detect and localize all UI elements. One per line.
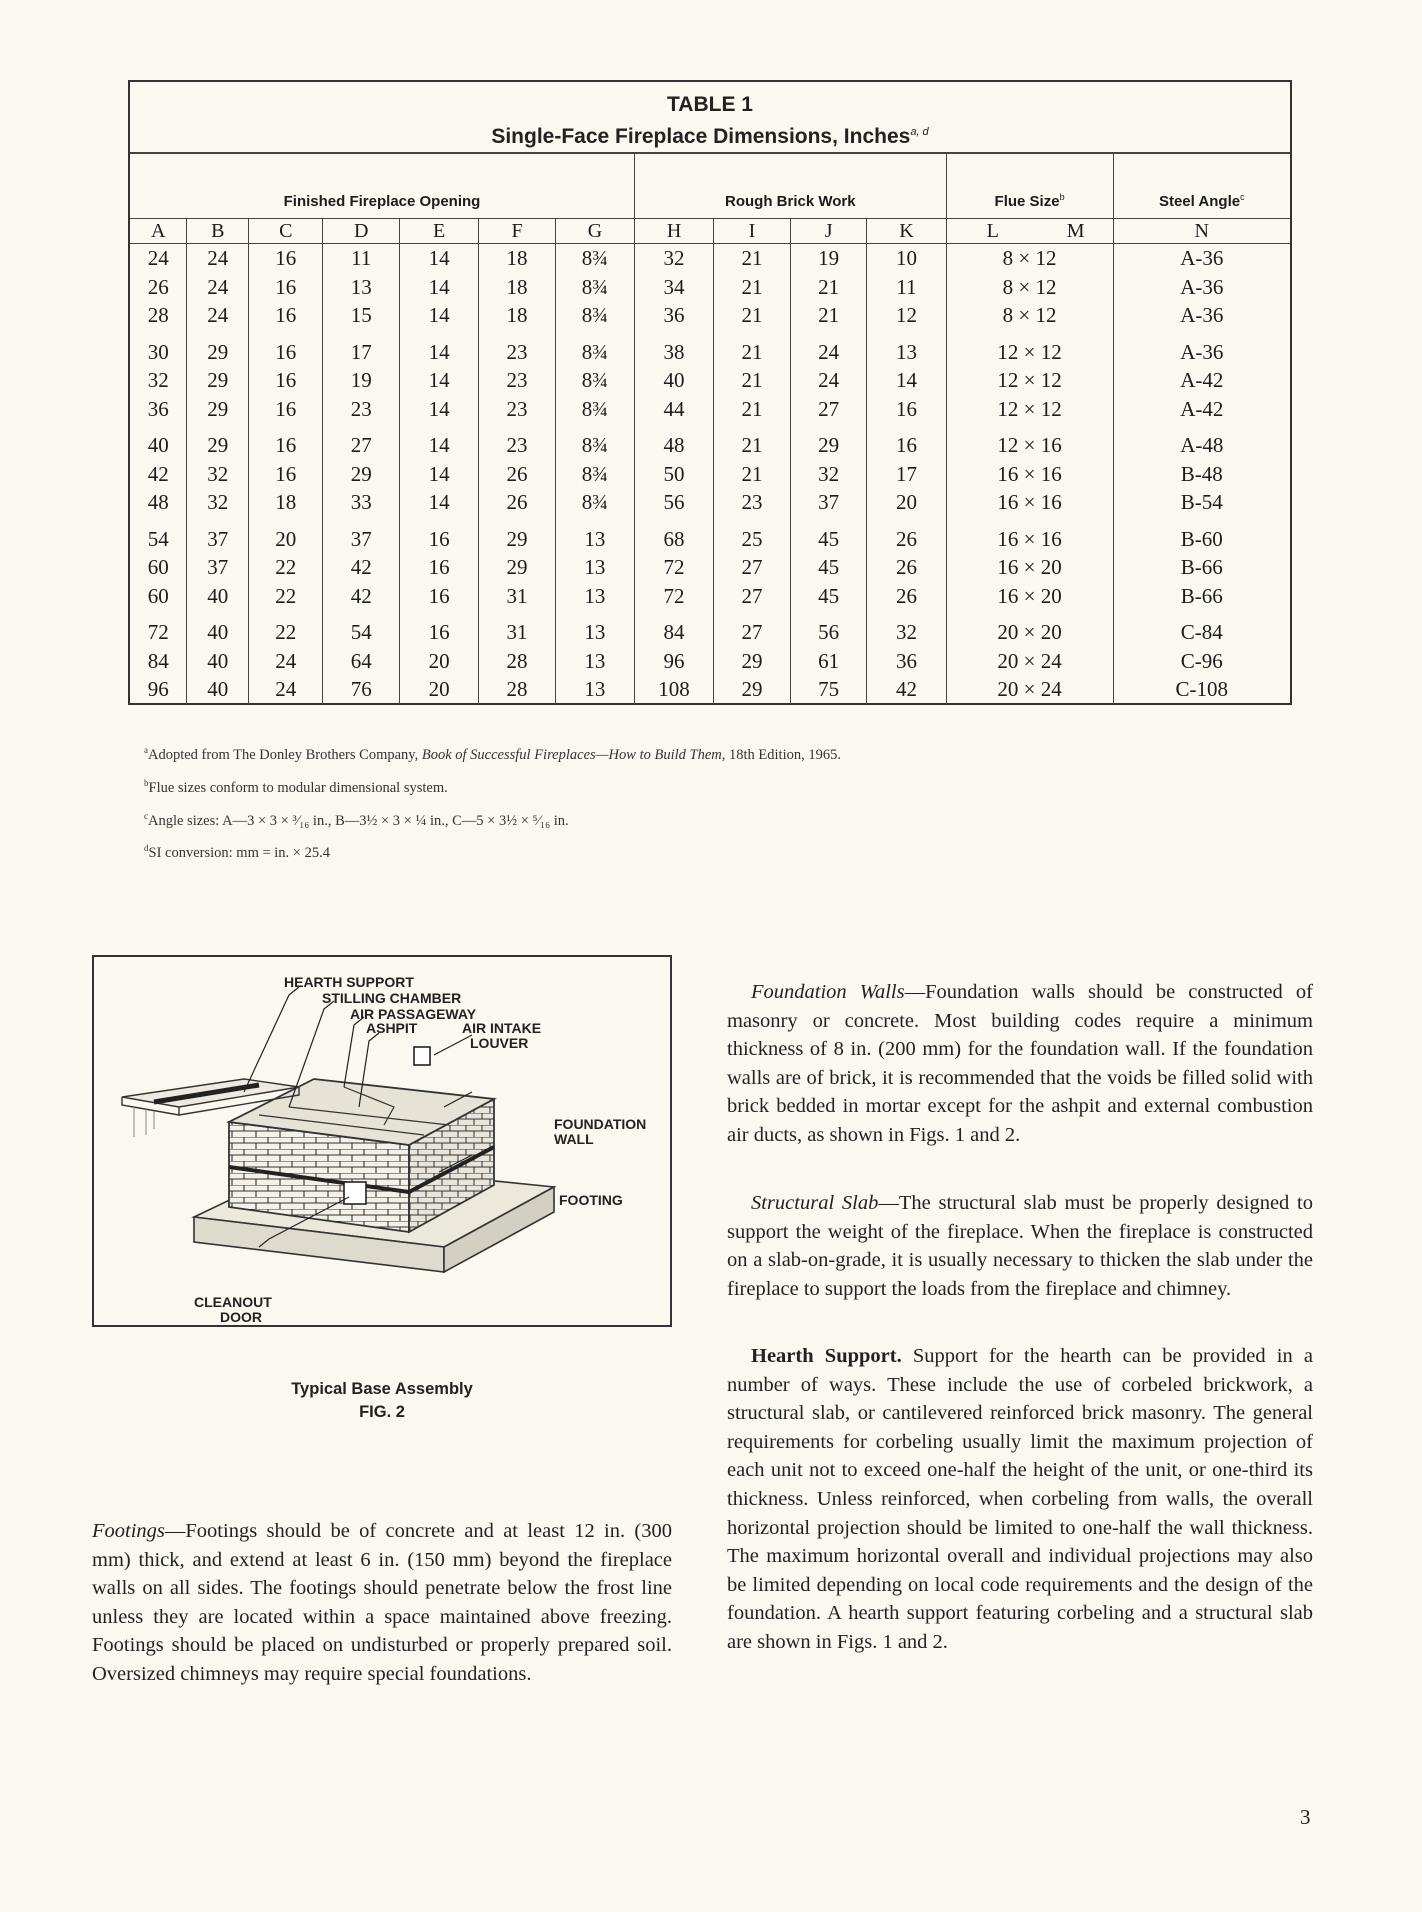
table-cell: 29 bbox=[714, 675, 791, 704]
table-cell: 17 bbox=[867, 460, 946, 489]
table-cell: 26 bbox=[479, 460, 556, 489]
column-header: J bbox=[790, 219, 867, 244]
table-cell: 18 bbox=[479, 301, 556, 330]
table-cell: 8¾ bbox=[555, 330, 634, 367]
table-cell: 14 bbox=[400, 460, 479, 489]
cleanout-door bbox=[344, 1182, 366, 1204]
label-cleanout: CLEANOUT bbox=[194, 1294, 272, 1310]
figure-caption: Typical Base Assembly FIG. 2 bbox=[291, 1380, 473, 1421]
table-cell: 14 bbox=[400, 423, 479, 460]
flue-size-cell: 16 × 16 bbox=[946, 517, 1113, 554]
table-row bbox=[130, 553, 1290, 582]
table-cell: 16 bbox=[249, 330, 323, 367]
flue-size-cell: 16 × 16 bbox=[946, 488, 1113, 517]
table-cell: 29 bbox=[714, 647, 791, 676]
table-cell: 60 bbox=[147, 583, 169, 608]
table-cell: 32 bbox=[634, 244, 713, 273]
table-cell: A-42 bbox=[1113, 366, 1290, 395]
table-row bbox=[130, 460, 1290, 489]
column-header: I bbox=[714, 219, 791, 244]
table-cell: 23 bbox=[479, 366, 556, 395]
table-cell: 8¾ bbox=[555, 273, 634, 302]
table-cell: 14 bbox=[400, 488, 479, 517]
table-cell: 72 bbox=[634, 553, 713, 582]
table-cell: 64 bbox=[323, 647, 400, 676]
table-cell: A-36 bbox=[1113, 244, 1290, 273]
table-cell: 13 bbox=[555, 582, 634, 611]
table-cell: 48 bbox=[147, 490, 169, 515]
column-header: G bbox=[555, 219, 634, 244]
table-cell: A-48 bbox=[1113, 423, 1290, 460]
table-cell: 26 bbox=[479, 488, 556, 517]
table-cell: 45 bbox=[790, 582, 867, 611]
table-cell: 16 bbox=[400, 553, 479, 582]
table-cell: 27 bbox=[323, 423, 400, 460]
table-cell: 32 bbox=[187, 488, 249, 517]
table-cell: 37 bbox=[790, 488, 867, 517]
page-number: 3 bbox=[1300, 1805, 1311, 1829]
table-cell: 21 bbox=[790, 301, 867, 330]
table-cell: 18 bbox=[249, 488, 323, 517]
flue-size-cell: 12 × 12 bbox=[946, 366, 1113, 395]
table-cell: 32 bbox=[187, 460, 249, 489]
table-cell: 16 bbox=[867, 395, 946, 424]
table-cell: 42 bbox=[147, 461, 169, 486]
table-body bbox=[130, 244, 1290, 704]
table-cell: 23 bbox=[323, 395, 400, 424]
heading-structural-slab: Structural Slab bbox=[751, 1192, 879, 1214]
table-cell: 14 bbox=[400, 330, 479, 367]
table-row bbox=[130, 647, 1290, 676]
table-subtitle: Single-Face Fireplace Dimensions, Inches$^{a, d}$ bbox=[491, 125, 929, 148]
table-title-block bbox=[130, 92, 1290, 151]
table-row bbox=[130, 395, 1290, 424]
table-cell: 84 bbox=[634, 610, 713, 647]
table-footnotes bbox=[144, 736, 841, 867]
table-cell: 42 bbox=[867, 675, 946, 704]
table-cell: 21 bbox=[714, 330, 791, 367]
table-cell: 16 bbox=[400, 517, 479, 554]
column-header: D bbox=[323, 219, 400, 244]
table-cell: 24 bbox=[249, 675, 323, 704]
table-row bbox=[130, 273, 1290, 302]
label-stilling-chamber: STILLING CHAMBER bbox=[322, 990, 462, 1006]
table-cell: 21 bbox=[714, 423, 791, 460]
table-cell: 12 bbox=[867, 301, 946, 330]
column-header: H bbox=[634, 219, 713, 244]
table-cell: 16 bbox=[400, 610, 479, 647]
footnote-d: $^d$SI conversion: mm = in. × 25.4 bbox=[144, 843, 330, 862]
label-louver: LOUVER bbox=[470, 1035, 529, 1051]
table-cell: 45 bbox=[790, 553, 867, 582]
table-cell: 32 bbox=[790, 460, 867, 489]
heading-footings: Footings bbox=[92, 1520, 165, 1542]
flue-size-cell: 20 × 24 bbox=[946, 675, 1113, 704]
table-cell: 29 bbox=[187, 330, 249, 367]
table-cell: 108 bbox=[634, 675, 713, 704]
table-cell: 20 bbox=[867, 488, 946, 517]
table-cell: 22 bbox=[249, 582, 323, 611]
table-cell: 8¾ bbox=[555, 423, 634, 460]
table-cell: A-36 bbox=[1113, 330, 1290, 367]
table-cell: A-42 bbox=[1113, 395, 1290, 424]
table-cell: 27 bbox=[790, 395, 867, 424]
table-cell: 21 bbox=[714, 273, 791, 302]
table-cell: 40 bbox=[187, 675, 249, 704]
table-cell: 13 bbox=[323, 273, 400, 302]
table-cell: 16 bbox=[249, 273, 323, 302]
table-cell: 38 bbox=[634, 330, 713, 367]
table-cell: 42 bbox=[323, 582, 400, 611]
table-cell: 24 bbox=[187, 273, 249, 302]
column-header-lm: L M bbox=[946, 219, 1113, 244]
label-foundation: FOUNDATION bbox=[554, 1116, 647, 1132]
table-cell: C-96 bbox=[1113, 647, 1290, 676]
table-cell: 22 bbox=[249, 610, 323, 647]
table-cell: 37 bbox=[187, 517, 249, 554]
paragraph-foundation-walls: Foundation Walls—Foundation walls should be constructed of masonry or concrete. Most building codes require a minimum thickness of 8 in. (200 mm) for the foundation wall. If the foundation walls are of brick, it is recommended that the voids be filled solid with brick bedded in mortar except for the ashpit and external combustion air ducts, as shown in Figs. 1 and 2. bbox=[727, 981, 1313, 1146]
table-cell: 40 bbox=[187, 647, 249, 676]
table-cell: 27 bbox=[714, 610, 791, 647]
table-cell: 29 bbox=[479, 553, 556, 582]
table-cell: 31 bbox=[479, 610, 556, 647]
table-cell: 29 bbox=[790, 423, 867, 460]
column-header: A bbox=[130, 219, 187, 244]
table-cell: 21 bbox=[714, 366, 791, 395]
label-air-passageway: AIR PASSAGEWAY bbox=[350, 1006, 477, 1022]
table-cell: 45 bbox=[790, 517, 867, 554]
table-cell: 21 bbox=[714, 460, 791, 489]
table-cell: 29 bbox=[187, 423, 249, 460]
table-cell: 15 bbox=[323, 301, 400, 330]
table-cell: 8¾ bbox=[555, 460, 634, 489]
table-cell: B-66 bbox=[1113, 582, 1290, 611]
table-cell: 24 bbox=[790, 366, 867, 395]
table-cell: 42 bbox=[323, 553, 400, 582]
table-cell: 23 bbox=[479, 395, 556, 424]
table-cell: 19 bbox=[323, 366, 400, 395]
table-cell: 21 bbox=[714, 301, 791, 330]
paragraph-footings: Footings—Footings should be of concrete and at least 12 in. (300 mm) thick, and extend at least 6 in. (150 mm) beyond the fireplace walls on all sides. The footings should penetrate below the frost line unless they are located within a space maintained above freezing. Footings should be placed on undisturbed or properly prepared soil. Oversized chimneys may require special foundations. bbox=[92, 1520, 672, 1685]
group-header-finished-opening: Finished Fireplace Opening bbox=[130, 153, 634, 219]
table-cell: 33 bbox=[323, 488, 400, 517]
paragraph-structural-slab: Structural Slab—The structural slab must be properly designed to support the weight of the fireplace. When the fireplace is constructed on a slab-on-grade, it is usually necessary to thicken the slab under the fireplace to support the loads from the fireplace and chimney. bbox=[727, 1192, 1313, 1300]
table-cell: 72 bbox=[634, 582, 713, 611]
table-cell: 21 bbox=[714, 395, 791, 424]
table-cell: 32 bbox=[147, 368, 169, 393]
table-cell: 23 bbox=[479, 330, 556, 367]
table-cell: 25 bbox=[714, 517, 791, 554]
table-cell: 36 bbox=[634, 301, 713, 330]
table-cell: 14 bbox=[400, 301, 479, 330]
flue-size-cell: 12 × 12 bbox=[946, 395, 1113, 424]
table-cell: 72 bbox=[147, 620, 169, 645]
dimensions-grid bbox=[130, 152, 1290, 704]
heading-hearth-support: Hearth Support. bbox=[751, 1345, 902, 1367]
table-cell: 19 bbox=[790, 244, 867, 273]
table-cell: 28 bbox=[479, 675, 556, 704]
table-cell: 18 bbox=[479, 244, 556, 273]
table-cell: 54 bbox=[147, 526, 169, 551]
table-cell: 30 bbox=[147, 339, 169, 364]
table-cell: 28 bbox=[147, 303, 169, 328]
table-cell: 24 bbox=[249, 647, 323, 676]
table-row bbox=[130, 610, 1290, 647]
table-cell: 61 bbox=[790, 647, 867, 676]
table-cell: C-84 bbox=[1113, 610, 1290, 647]
table-cell: 24 bbox=[790, 330, 867, 367]
table-cell: 75 bbox=[790, 675, 867, 704]
table-cell: 76 bbox=[323, 675, 400, 704]
footnote-c: $^c$Angle sizes: A—3 × 3 × ³⁄₁₆ in., B—3½ × 3 × ¼ in., C—5 × 3½ × ⁵⁄₁₆ in. bbox=[144, 810, 569, 829]
footnote-b: $^b$Flue sizes conform to modular dimensional system. bbox=[144, 777, 448, 796]
flue-size-cell: 16 × 20 bbox=[946, 553, 1113, 582]
table-cell: 32 bbox=[867, 610, 946, 647]
flue-size-cell: 16 × 16 bbox=[946, 460, 1113, 489]
table-cell: 13 bbox=[867, 330, 946, 367]
table-cell: 96 bbox=[634, 647, 713, 676]
table-cell: 36 bbox=[867, 647, 946, 676]
table-group-header-row bbox=[130, 153, 1290, 219]
table-cell: 16 bbox=[249, 460, 323, 489]
table-cell: 13 bbox=[555, 517, 634, 554]
table-cell: 26 bbox=[147, 274, 169, 299]
table-cell: B-60 bbox=[1113, 517, 1290, 554]
table-cell: 29 bbox=[187, 366, 249, 395]
table-cell: 16 bbox=[867, 423, 946, 460]
table-row bbox=[130, 488, 1290, 517]
table-cell: 28 bbox=[479, 647, 556, 676]
table-cell: 20 bbox=[249, 517, 323, 554]
table-cell: 26 bbox=[867, 517, 946, 554]
table-cell: 14 bbox=[400, 366, 479, 395]
table-cell: 48 bbox=[634, 423, 713, 460]
column-header: E bbox=[400, 219, 479, 244]
table-cell: 23 bbox=[714, 488, 791, 517]
flue-size-cell: 8 × 12 bbox=[946, 273, 1113, 302]
table-cell: 29 bbox=[479, 517, 556, 554]
table-cell: 8¾ bbox=[555, 395, 634, 424]
table-cell: 50 bbox=[634, 460, 713, 489]
column-header: B bbox=[187, 219, 249, 244]
table-cell: 56 bbox=[790, 610, 867, 647]
table-row bbox=[130, 582, 1290, 611]
flue-size-cell: 12 × 12 bbox=[946, 330, 1113, 367]
table-cell: 60 bbox=[147, 555, 169, 580]
table-cell: 14 bbox=[400, 244, 479, 273]
table-cell: 8¾ bbox=[555, 488, 634, 517]
paragraph-hearth-support: Hearth Support. Support for the hearth can be provided in a number of ways. These include the use of corbeled brickwork, a structural slab, or cantilevered reinforced brick masonry. The general requirements for corbeling usually limit the maximum projection of each unit not to exceed one-half the height of the unit, or one-third its thickness. Unless reinforced, when corbeling from walls, the overall horizontal projection should be limited to one-half the wall thickness. The maximum horizontal overall and individual projections may also be limited depending on local code requirements and the design of the foundation. A hearth support featuring corbeling and a structural slab are shown in Figs. 1 and 2. bbox=[727, 1345, 1313, 1653]
table-cell: 13 bbox=[555, 610, 634, 647]
column-header: K bbox=[867, 219, 946, 244]
table-cell: 26 bbox=[867, 582, 946, 611]
table-cell: 11 bbox=[323, 244, 400, 273]
table-cell: 56 bbox=[634, 488, 713, 517]
label-ashpit: ASHPIT bbox=[366, 1020, 418, 1036]
label-footing: FOOTING bbox=[559, 1192, 623, 1208]
table-cell: 21 bbox=[790, 273, 867, 302]
table-cell: 34 bbox=[634, 273, 713, 302]
table-row bbox=[130, 366, 1290, 395]
group-header-steel-angle: Steel Angle$^c$ bbox=[1113, 153, 1290, 219]
table-cell: 16 bbox=[400, 582, 479, 611]
column-header: C bbox=[249, 219, 323, 244]
table-row bbox=[130, 517, 1290, 554]
footnote-a: $^a$Adopted from The Donley Brothers Company, Book of Successful Fireplaces—How to Build Them, 18th Edition, 1965. bbox=[144, 745, 841, 763]
table-cell: 16 bbox=[249, 366, 323, 395]
table-cell: 96 bbox=[147, 677, 169, 702]
table-cell: A-36 bbox=[1113, 301, 1290, 330]
table-number: TABLE 1 bbox=[667, 93, 753, 116]
table-cell: 24 bbox=[187, 244, 249, 273]
table-cell: 40 bbox=[147, 433, 169, 458]
table-cell: 23 bbox=[479, 423, 556, 460]
table-cell: 40 bbox=[634, 366, 713, 395]
table-cell: A-36 bbox=[1113, 273, 1290, 302]
table-cell: 13 bbox=[555, 553, 634, 582]
label-door: DOOR bbox=[220, 1309, 262, 1325]
table-cell: 36 bbox=[147, 396, 169, 421]
table-row bbox=[130, 301, 1290, 330]
table-cell: 16 bbox=[249, 244, 323, 273]
table-cell: 17 bbox=[323, 330, 400, 367]
fireplace-dimensions-table bbox=[128, 80, 1292, 705]
group-header-rough-brick-work: Rough Brick Work bbox=[634, 153, 946, 219]
table-cell: 20 bbox=[400, 675, 479, 704]
heading-foundation-walls: Foundation Walls bbox=[751, 981, 905, 1003]
flue-size-cell: 8 × 12 bbox=[946, 301, 1113, 330]
table-cell: 21 bbox=[714, 244, 791, 273]
table-cell: 24 bbox=[147, 246, 169, 271]
table-cell: B-48 bbox=[1113, 460, 1290, 489]
air-intake-louver bbox=[414, 1047, 430, 1065]
table-cell: 40 bbox=[187, 582, 249, 611]
table-row bbox=[130, 675, 1290, 704]
table-cell: C-108 bbox=[1113, 675, 1290, 704]
table-cell: 13 bbox=[555, 647, 634, 676]
table-cell: 16 bbox=[249, 423, 323, 460]
table-column-letter-row bbox=[130, 219, 1290, 244]
base-assembly-figure bbox=[92, 955, 672, 1327]
table-row bbox=[130, 244, 1290, 273]
table-cell: 8¾ bbox=[555, 244, 634, 273]
table-cell: 31 bbox=[479, 582, 556, 611]
table-cell: 40 bbox=[187, 610, 249, 647]
table-cell: 24 bbox=[187, 301, 249, 330]
group-header-flue-size: Flue Size$^b$ bbox=[946, 153, 1113, 219]
table-cell: 20 bbox=[400, 647, 479, 676]
table-cell: 16 bbox=[249, 395, 323, 424]
table-cell: 8¾ bbox=[555, 301, 634, 330]
column-header: N bbox=[1113, 219, 1290, 244]
table-cell: 29 bbox=[323, 460, 400, 489]
table-cell: 14 bbox=[400, 273, 479, 302]
table-row bbox=[130, 330, 1290, 367]
table-cell: 10 bbox=[867, 244, 946, 273]
table-cell: 26 bbox=[867, 553, 946, 582]
table-cell: 22 bbox=[249, 553, 323, 582]
table-cell: B-54 bbox=[1113, 488, 1290, 517]
table-row bbox=[130, 423, 1290, 460]
flue-size-cell: 20 × 20 bbox=[946, 610, 1113, 647]
flue-size-cell: 12 × 16 bbox=[946, 423, 1113, 460]
table-cell: 13 bbox=[555, 675, 634, 704]
flue-size-cell: 16 × 20 bbox=[946, 582, 1113, 611]
table-cell: 11 bbox=[867, 273, 946, 302]
table-cell: 54 bbox=[323, 610, 400, 647]
flue-size-cell: 20 × 24 bbox=[946, 647, 1113, 676]
flue-size-cell: 8 × 12 bbox=[946, 244, 1113, 273]
table-cell: 68 bbox=[634, 517, 713, 554]
column-header: F bbox=[479, 219, 556, 244]
table-cell: 18 bbox=[479, 273, 556, 302]
table-cell: B-66 bbox=[1113, 553, 1290, 582]
table-cell: 8¾ bbox=[555, 366, 634, 395]
table-subtitle-footnote-marks: a, d bbox=[910, 126, 929, 138]
label-air-intake: AIR INTAKE bbox=[462, 1020, 542, 1036]
table-cell: 14 bbox=[400, 395, 479, 424]
table-cell: 27 bbox=[714, 553, 791, 582]
label-wall: WALL bbox=[554, 1131, 594, 1147]
table-cell: 27 bbox=[714, 582, 791, 611]
table-cell: 44 bbox=[634, 395, 713, 424]
table-cell: 16 bbox=[249, 301, 323, 330]
table-cell: 84 bbox=[147, 648, 169, 673]
table-cell: 14 bbox=[867, 366, 946, 395]
table-cell: 29 bbox=[187, 395, 249, 424]
label-hearth-support: HEARTH SUPPORT bbox=[284, 974, 414, 990]
table-cell: 37 bbox=[187, 553, 249, 582]
table-cell: 37 bbox=[323, 517, 400, 554]
